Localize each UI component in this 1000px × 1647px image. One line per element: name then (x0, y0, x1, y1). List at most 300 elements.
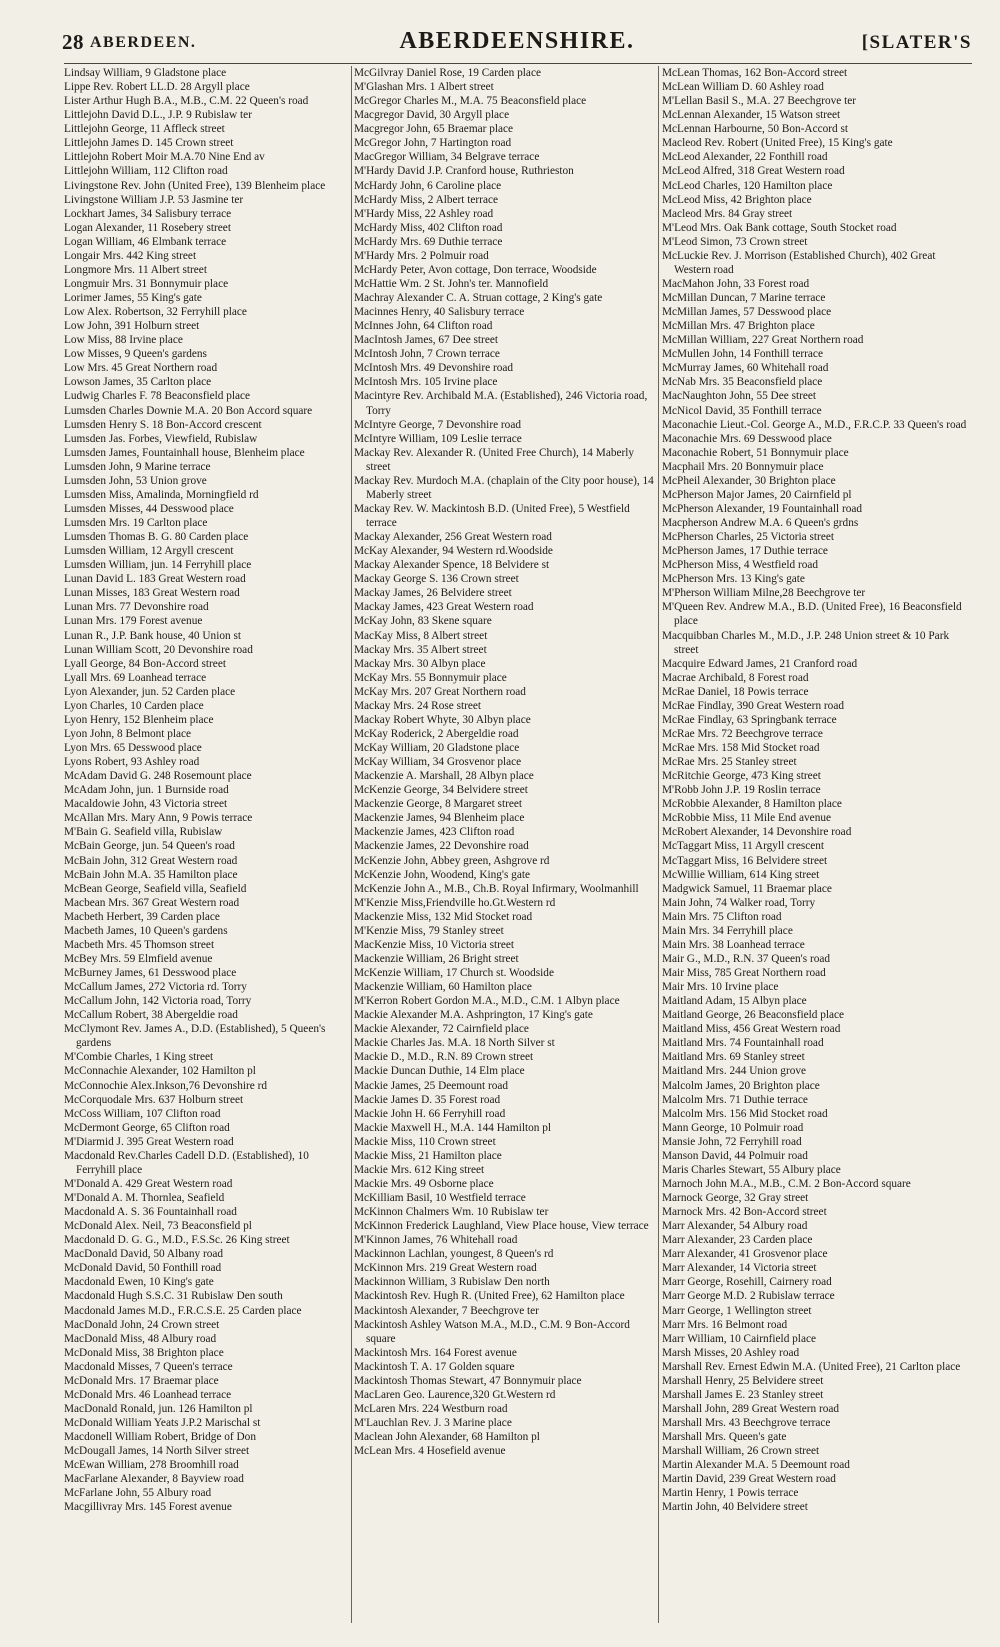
directory-entry: McRae Findlay, 390 Great Western road (662, 699, 844, 712)
directory-entry: MacDonald John, 24 Crown street (64, 1318, 220, 1331)
directory-entry: McIntosh Mrs. 49 Devonshire road (354, 362, 514, 375)
directory-entry: Mackinnon William, 3 Rubislaw Den north (354, 1276, 550, 1289)
directory-entry: Lunan R., J.P. Bank house, 40 Union st (64, 629, 241, 642)
directory-entry: M'Donald A. M. Thornlea, Seafield (64, 1192, 225, 1204)
directory-entry: Mackenzie A. Marshall, 28 Albyn place (354, 770, 534, 783)
directory-entry: McTaggart Miss, 16 Belvidere street (662, 854, 828, 867)
directory-entry: Mair G., M.D., R.N. 37 Queen's road (662, 952, 831, 965)
directory-entry: McKay Alexander, 94 Western rd.Woodside (354, 545, 553, 558)
directory-entry: McNab Mrs. 35 Beaconsfield place (662, 376, 823, 389)
directory-entry: M'Hardy Mrs. 2 Polmuir road (354, 249, 489, 262)
directory-entry: McKay William, 20 Gladstone place (354, 742, 520, 754)
directory-entry: McGregor Charles M., M.A. 75 Beaconsfield place (354, 95, 587, 108)
directory-entry: Mackay James, 26 Belvidere street (354, 587, 512, 600)
directory-entry: McKenzie William, 17 Church st. Woodside (354, 967, 554, 979)
directory-entry: Main John, 74 Walker road, Torry (662, 896, 816, 909)
directory-entry: Macinnes Henry, 40 Salisbury terrace (354, 306, 525, 319)
directory-entry: MacNaughton John, 55 Dee street (662, 390, 817, 403)
directory-entry: M'Kenzie Miss, 79 Stanley street (354, 924, 504, 937)
directory-entry: Low Misses, 9 Queen's gardens (64, 348, 207, 361)
directory-entry: McCoss William, 107 Clifton road (64, 1107, 221, 1120)
directory-entry: McKenzie George, 34 Belvidere street (354, 784, 528, 797)
directory-entry: Mackay George S. 136 Crown street (354, 573, 519, 586)
directory-entry: McKenzie John A., M.B., Ch.B. Royal Infirmary, Woolmanhill (354, 882, 639, 895)
directory-entry: Macgregor John, 65 Braemar place (354, 123, 514, 136)
directory-entry: McGregor John, 7 Hartington road (354, 137, 512, 150)
page-title: ABERDEENSHIRE. (399, 28, 635, 54)
directory-entry: Macintyre Rev. Archibald M.A. (Established), 246 Victoria road, Torry (354, 390, 650, 417)
directory-entry: Maris Charles Stewart, 55 Albury place (662, 1163, 841, 1176)
directory-entry: Marshall James E. 23 Stanley street (662, 1388, 824, 1401)
directory-entry: McGilvray Daniel Rose, 19 Carden place (354, 67, 541, 79)
directory-entry: McConnochie Alex.Inkson,76 Devonshire rd (64, 1079, 267, 1092)
directory-entry: McRobbie Miss, 11 Mile End avenue (662, 812, 832, 825)
directory-entry: McRae Mrs. 25 Stanley street (662, 756, 797, 769)
directory-entry: M'Diarmid J. 395 Great Western road (64, 1135, 234, 1148)
directory-entry: Longmore Mrs. 11 Albert street (64, 263, 207, 276)
directory-entry: McKinnon Chalmers Wm. 10 Rubislaw ter (354, 1206, 549, 1219)
directory-entry: Livingstone William J.P. 53 Jasmine ter (64, 193, 244, 206)
directory-entry: Macdonald James M.D., F.R.C.S.E. 25 Carden place (64, 1304, 302, 1317)
directory-entry: McMillan William, 227 Great Northern road (662, 334, 864, 347)
directory-entry: McPherson Major James, 20 Cairnfield pl (662, 488, 852, 501)
directory-entry: McBean George, Seafield villa, Seafield (64, 882, 247, 895)
directory-entry: Mackie Duncan Duthie, 14 Elm place (354, 1065, 525, 1078)
directory-entry: Lindsay William, 9 Gladstone place (64, 67, 227, 79)
directory-entry: Malcolm Mrs. 156 Mid Stocket road (662, 1107, 828, 1120)
directory-entry: Macbeth Herbert, 39 Carden place (64, 910, 220, 923)
directory-entry: McKay John, 83 Skene square (354, 615, 492, 628)
directory-entry: Lunan William Scott, 20 Devonshire road (64, 643, 253, 656)
directory-entry: Mackenzie James, 423 Clifton road (354, 826, 515, 839)
directory-entry: MacDonald Ronald, jun. 126 Hamilton pl (64, 1402, 253, 1415)
directory-entry: McHardy Peter, Avon cottage, Don terrace, Woodside (354, 263, 597, 276)
directory-entry: Lorimer James, 55 King's gate (64, 292, 202, 304)
directory-entry: Mackie Alexander M.A. Ashprington, 17 King's gate (354, 1009, 593, 1022)
directory-entry: McKay Mrs. 207 Great Northern road (354, 685, 526, 698)
directory-entry: M'Robb John J.P. 19 Roslin terrace (662, 784, 821, 797)
directory-entry: Main Mrs. 38 Loanhead terrace (662, 938, 805, 951)
directory-entry: McLennan Harbourne, 50 Bon-Accord st (662, 123, 849, 136)
directory-entry: MacDonald David, 50 Albany road (64, 1248, 224, 1261)
directory-entry: McDonald Miss, 38 Brighton place (64, 1346, 224, 1359)
directory-entry: Mackie Alexander, 72 Cairnfield place (354, 1023, 529, 1036)
directory-entry: Madgwick Samuel, 11 Braemar place (662, 882, 832, 895)
directory-entry: Marr George, Rosehill, Cairnery road (662, 1276, 832, 1289)
directory-entry: Livingstone Rev. John (United Free), 139 Blenheim place (64, 179, 326, 192)
directory-entry: McTaggart Miss, 11 Argyll crescent (662, 840, 825, 853)
directory-entry: McHattie Wm. 2 St. John's ter. Mannofield (354, 277, 549, 290)
directory-entry: Marr Alexander, 54 Albury road (662, 1220, 808, 1233)
directory-entry: M'Leod Mrs. Oak Bank cottage, South Stocket road (662, 221, 897, 234)
directory-entry: M'Combie Charles, 1 King street (64, 1051, 214, 1064)
directory-entry: Maitland Adam, 15 Albyn place (662, 995, 807, 1008)
directory-entry: McEwan William, 278 Broomhill road (64, 1459, 239, 1472)
directory-entry: Logan William, 46 Elmbank terrace (64, 235, 227, 248)
directory-entry: McRae Mrs. 72 Beechgrove terrace (662, 727, 823, 740)
directory-entry: Mackintosh Alexander, 7 Beechgrove ter (354, 1304, 539, 1317)
directory-entry: McMillan James, 57 Desswood place (662, 306, 832, 319)
directory-entry: McBain John, 312 Great Western road (64, 854, 238, 867)
directory-entry: Littlejohn David D.L., J.P. 9 Rubislaw ter (64, 109, 252, 122)
directory-entry: McPherson James, 17 Duthie terrace (662, 545, 828, 558)
directory-entry: Machray Alexander C. A. Struan cottage, 2 King's gate (354, 292, 603, 304)
directory-entry: Littlejohn George, 11 Affleck street (64, 123, 225, 136)
directory-entry: Mackay Alexander, 256 Great Western road (354, 531, 552, 544)
directory-entry: Macdonald Hugh S.S.C. 31 Rubislaw Den south (64, 1290, 283, 1303)
directory-entry: M'Kerron Robert Gordon M.A., M.D., C.M. 1 Albyn place (354, 995, 620, 1008)
directory-entry: Mann George, 10 Polmuir road (662, 1121, 804, 1134)
directory-entry: Lumsden Henry S. 18 Bon-Accord crescent (64, 418, 262, 431)
directory-entry: Low Alex. Robertson, 32 Ferryhill place (64, 306, 247, 319)
directory-entry: Martin Henry, 1 Powis terrace (662, 1487, 799, 1500)
directory-entry: Macquire Edward James, 21 Cranford road (662, 657, 858, 670)
directory-entry: Marr Alexander, 14 Victoria street (662, 1262, 817, 1275)
directory-entry: McPherson Alexander, 19 Fountainhall road (662, 502, 863, 515)
directory-entry: M'Donald A. 429 Great Western road (64, 1177, 233, 1190)
directory-entry: Mackay Rev. W. Mackintosh B.D. (United Free), 5 Westfield terrace (354, 502, 633, 529)
directory-entry: McLeod Alexander, 22 Fonthill road (662, 151, 828, 164)
directory-entry: Macbeth Mrs. 45 Thomson street (64, 938, 215, 951)
directory-entry: McKenzie John, Woodend, King's gate (354, 868, 530, 881)
directory-entry: Marr George, 1 Wellington street (662, 1304, 812, 1317)
directory-entry: Mackie Miss, 110 Crown street (354, 1135, 496, 1148)
directory-entry: Manson David, 44 Polmuir road (662, 1149, 808, 1162)
directory-entry: Mackie James D. 35 Forest road (354, 1093, 501, 1106)
directory-entry: McClymont Rev. James A., D.D. (Established), 5 Queen's gardens (64, 1023, 329, 1050)
directory-entry: Mackay Mrs. 24 Rose street (354, 699, 482, 712)
directory-entry: M'Lellan Basil S., M.A. 27 Beechgrove ter (662, 95, 857, 108)
directory-entry: Marr Alexander, 41 Grosvenor place (662, 1248, 828, 1261)
directory-entry: McDougall James, 14 North Silver street (64, 1445, 250, 1458)
directory-entry: McKenzie John, Abbey green, Ashgrove rd (354, 854, 550, 867)
directory-entry: MacGregor William, 34 Belgrave terrace (354, 151, 540, 164)
directory-entry: Mackay Rev. Alexander R. (United Free Church), 14 Maberly street (354, 446, 637, 473)
directory-entry: Lyon Mrs. 65 Desswood place (64, 742, 202, 754)
directory-entry: Lumsden Thomas B. G. 80 Carden place (64, 531, 249, 544)
directory-entry: Mackintosh T. A. 17 Golden square (354, 1360, 515, 1373)
directory-entry: Longmuir Mrs. 31 Bonnymuir place (64, 277, 229, 290)
publisher-mark: [SLATER'S (861, 32, 972, 53)
directory-entry: McAllan Mrs. Mary Ann, 9 Powis terrace (64, 812, 253, 825)
directory-entry: McAdam John, jun. 1 Burnside road (64, 784, 229, 797)
directory-entry: Marshall William, 26 Crown street (662, 1445, 820, 1458)
directory-entry: Marr George M.D. 2 Rubislaw terrace (662, 1290, 835, 1303)
directory-entry: McBurney James, 61 Desswood place (64, 967, 237, 979)
directory-entry: Mackie Maxwell H., M.A. 144 Hamilton pl (354, 1121, 552, 1134)
directory-entry: Lumsden William, 12 Argyll crescent (64, 545, 234, 558)
directory-entry: Mackintosh Ashley Watson M.A., M.D., C.M. 9 Bon-Accord square (354, 1318, 633, 1345)
directory-entry: Lunan Misses, 183 Great Western road (64, 587, 240, 600)
directory-entry: McConnachie Alexander, 102 Hamilton pl (64, 1065, 256, 1078)
directory-entry: Malcolm James, 20 Brighton place (662, 1079, 820, 1092)
directory-entry: McBain John M.A. 35 Hamilton place (64, 868, 238, 881)
directory-entry: Macbeth James, 10 Queen's gardens (64, 924, 228, 937)
directory-entry: Lyon Charles, 10 Carden place (64, 699, 204, 712)
directory-entry: Mackie Miss, 21 Hamilton place (354, 1149, 502, 1162)
directory-entry: McKay Roderick, 2 Abergeldie road (354, 727, 519, 740)
directory-entry: Macdonald D. G. G., M.D., F.S.Sc. 26 King street (64, 1234, 290, 1247)
directory-entry: Mackie James, 25 Deemount road (354, 1079, 509, 1092)
directory-entry: Macgillivray Mrs. 145 Forest avenue (64, 1501, 232, 1514)
directory-entry: Maitland Mrs. 244 Union grove (662, 1065, 807, 1078)
directory-entry: MacFarlane Alexander, 8 Bayview road (64, 1473, 244, 1486)
directory-entry: Mackie Mrs. 612 King street (354, 1163, 485, 1176)
directory-entry: McIntosh Mrs. 105 Irvine place (354, 376, 498, 389)
directory-entry: McAdam David G. 248 Rosemount place (64, 770, 252, 783)
directory-entry: Marnock Mrs. 42 Bon-Accord street (662, 1206, 827, 1219)
directory-entry: Macrae Archibald, 8 Forest road (662, 671, 809, 684)
directory-entry: Mackenzie James, 94 Blenheim place (354, 812, 525, 825)
directory-entry: Lunan David L. 183 Great Western road (64, 573, 246, 586)
directory-entry: Mackenzie William, 60 Hamilton place (354, 981, 532, 994)
directory-entry: Macdonald Rev.Charles Cadell D.D. (Established), 10 Ferryhill place (64, 1149, 312, 1176)
directory-entry: McLeod Miss, 42 Brighton place (662, 193, 812, 206)
directory-entry: Lumsden John, 9 Marine terrace (64, 460, 211, 473)
directory-entry: Main Mrs. 34 Ferryhill place (662, 924, 793, 937)
directory-entry: Maclean John Alexander, 68 Hamilton pl (354, 1431, 540, 1444)
directory-entry: McInnes John, 64 Clifton road (354, 320, 493, 333)
directory-entry: McPheil Alexander, 30 Brighton place (662, 474, 836, 487)
directory-entry: Marshall John, 289 Great Western road (662, 1402, 840, 1415)
directory-entry: Macdonell William Robert, Bridge of Don (64, 1431, 256, 1444)
directory-entry: Lyon John, 8 Belmont place (64, 727, 192, 740)
directory-entry: McLean William D. 60 Ashley road (662, 81, 824, 94)
directory-entry: Macquibban Charles M., M.D., J.P. 248 Union street & 10 Park street (662, 629, 952, 656)
directory-entry: Mansie John, 72 Ferryhill road (662, 1135, 802, 1148)
directory-entry: Mackie D., M.D., R.N. 89 Crown street (354, 1051, 534, 1064)
directory-entry: Littlejohn James D. 145 Crown street (64, 137, 234, 150)
directory-entry: Martin John, 40 Belvidere street (662, 1501, 808, 1514)
directory-entry: Main Mrs. 75 Clifton road (662, 910, 782, 923)
directory-entry: Marr William, 10 Cairnfield place (662, 1332, 816, 1345)
directory-entry: M'Glashan Mrs. 1 Albert street (354, 81, 494, 94)
directory-entry: Lumsden William, jun. 14 Ferryhill place (64, 559, 252, 572)
directory-entry: Marshall Rev. Ernest Edwin M.A. (United Free), 21 Carlton place (662, 1360, 961, 1373)
directory-entry: McFarlane John, 55 Albury road (64, 1487, 212, 1500)
column-2 (354, 66, 656, 1623)
directory-entry: Maitland George, 26 Beaconsfield place (662, 1009, 845, 1022)
directory-entry: MacLaren Geo. Laurence,320 Gt.Western rd (354, 1388, 556, 1401)
directory-entry: McNicol David, 35 Fonthill terrace (662, 404, 822, 417)
directory-entry: Marr Alexander, 23 Carden place (662, 1234, 813, 1247)
directory-entry: Macleod Rev. Robert (United Free), 15 King's gate (662, 137, 893, 150)
column-divider (351, 66, 352, 1623)
directory-entry: McKilliam Basil, 10 Westfield terrace (354, 1192, 526, 1204)
directory-entry: Maconachie Mrs. 69 Desswood place (662, 432, 832, 445)
directory-entry: Lyon Alexander, jun. 52 Carden place (64, 685, 236, 698)
directory-entry: Ludwig Charles F. 78 Beaconsfield place (64, 390, 251, 403)
directory-entry: Mackintosh Thomas Stewart, 47 Bonnymuir place (354, 1374, 582, 1387)
directory-entry: McPherson Mrs. 13 King's gate (662, 573, 805, 586)
header-rule (64, 63, 972, 64)
directory-entry: McPherson Charles, 25 Victoria street (662, 531, 834, 544)
directory-entry: McCallum James, 272 Victoria rd. Torry (64, 981, 247, 994)
directory-entry: McRae Findlay, 63 Springbank terrace (662, 713, 837, 726)
directory-entry: McHardy Miss, 402 Clifton road (354, 221, 503, 234)
directory-entry: Lyons Robert, 93 Ashley road (64, 756, 200, 769)
directory-entry: Maconachie Lieut.-Col. George A., M.D., F.R.C.P. 33 Queen's road (662, 418, 967, 431)
directory-entry: Lumsden Charles Downie M.A. 20 Bon Accord square (64, 404, 313, 417)
directory-entry: Mackenzie William, 26 Bright street (354, 952, 519, 965)
directory-entry: McDermont George, 65 Clifton road (64, 1121, 230, 1134)
directory-entry: Mackenzie James, 22 Devonshire road (354, 840, 529, 853)
directory-entry: Lister Arthur Hugh B.A., M.B., C.M. 22 Queen's road (64, 95, 309, 108)
directory-entry: McLeod Alfred, 318 Great Western road (662, 165, 845, 178)
directory-entry: Marr Mrs. 16 Belmont road (662, 1318, 788, 1331)
directory-entry: McKay William, 34 Grosvenor place (354, 756, 522, 769)
directory-entry: McMillan Duncan, 7 Marine terrace (662, 292, 826, 304)
directory-entry: Littlejohn William, 112 Clifton road (64, 165, 228, 178)
directory-entry: Macaldowie John, 43 Victoria street (64, 798, 228, 811)
directory-entry: Mackintosh Mrs. 164 Forest avenue (354, 1346, 517, 1359)
directory-entry: Mackie Charles Jas. M.A. 18 North Silver st (354, 1037, 555, 1050)
directory-entry: McLuckie Rev. J. Morrison (Established Church), 402 Great Western road (662, 249, 939, 276)
directory-entry: Macleod Mrs. 84 Gray street (662, 207, 793, 220)
directory-entry: Marsh Misses, 20 Ashley road (662, 1346, 800, 1359)
directory-entry: Mackay James, 423 Great Western road (354, 601, 534, 614)
directory-entry: McRobbie Alexander, 8 Hamilton place (662, 798, 842, 811)
directory-entry: Macbean Mrs. 367 Great Western road (64, 896, 240, 909)
directory-entry: McBey Mrs. 59 Elmfield avenue (64, 952, 213, 965)
directory-entry: Mair Mrs. 10 Irvine place (662, 981, 779, 994)
directory-entry: Mackay Mrs. 30 Albyn place (354, 657, 486, 670)
directory-entry: Maitland Mrs. 74 Fountainhall road (662, 1037, 824, 1050)
directory-entry: Mackenzie Miss, 132 Mid Stocket road (354, 910, 533, 923)
directory-entry: M'Lauchlan Rev. J. 3 Marine place (354, 1417, 512, 1429)
directory-entry: Mackenzie George, 8 Margaret street (354, 798, 523, 811)
directory-entry: McDonald Mrs. 17 Braemar place (64, 1374, 219, 1387)
directory-entry: McBain George, jun. 54 Queen's road (64, 840, 235, 853)
directory-entry: Low Miss, 88 Irvine place (64, 334, 183, 347)
directory-entry: Lumsden Miss, Amalinda, Morningfield rd (64, 488, 259, 501)
directory-entry: McCallum John, 142 Victoria road, Torry (64, 995, 252, 1008)
directory-entry: Mackay Alexander Spence, 18 Belvidere st (354, 559, 550, 572)
directory-entry: McDonald David, 50 Fonthill road (64, 1262, 222, 1275)
directory-entry: M'Bain G. Seafield villa, Rubislaw (64, 826, 223, 839)
directory-entry: McDonald Alex. Neil, 73 Beaconsfield pl (64, 1220, 252, 1233)
directory-entry: MacKenzie Miss, 10 Victoria street (354, 938, 515, 951)
directory-entry: McRae Mrs. 158 Mid Stocket road (662, 742, 820, 754)
directory-entry: Mackie John H. 66 Ferryhill road (354, 1107, 506, 1120)
directory-entry: Lumsden Mrs. 19 Carlton place (64, 517, 208, 529)
directory-entry: Marshall Mrs. Queen's gate (662, 1431, 787, 1444)
directory-entry: Marnoch John M.A., M.B., C.M. 2 Bon-Accord square (662, 1177, 911, 1190)
directory-entry: McHardy Miss, 2 Albert terrace (354, 193, 498, 206)
directory-entry: MacKay Miss, 8 Albert street (354, 629, 488, 642)
directory-entry: Logan Alexander, 11 Rosebery street (64, 221, 231, 234)
directory-entry: Mackie Mrs. 49 Osborne place (354, 1177, 494, 1190)
directory-entry: Macdonald Ewen, 10 King's gate (64, 1276, 214, 1289)
directory-entry: Lunan Mrs. 179 Forest avenue (64, 615, 203, 628)
directory-entry: McHardy Mrs. 69 Duthie terrace (354, 235, 503, 248)
directory-entry: Longair Mrs. 442 King street (64, 249, 197, 262)
directory-entry: Lumsden Jas. Forbes, Viewfield, Rubislaw (64, 432, 258, 445)
directory-entry: M'Pherson William Milne,28 Beechgrove ter (662, 587, 866, 600)
directory-entry: Mair Miss, 785 Great Northern road (662, 967, 826, 979)
directory-entry: Lumsden John, 53 Union grove (64, 474, 207, 487)
directory-entry: McMurray James, 60 Whitehall road (662, 362, 829, 375)
page-header (62, 28, 972, 58)
directory-entry: McLennan Alexander, 15 Watson street (662, 109, 841, 122)
directory-entry: McCorquodale Mrs. 637 Holburn street (64, 1093, 244, 1106)
running-head: ABERDEEN. (90, 34, 197, 51)
directory-entry: McRobert Alexander, 14 Devonshire road (662, 826, 852, 839)
directory-entry: Mackay Mrs. 35 Albert street (354, 643, 487, 656)
directory-entry: McKay Mrs. 55 Bonnymuir place (354, 671, 507, 684)
directory-entry: Mackay Robert Whyte, 30 Albyn place (354, 713, 531, 726)
directory-entry: Lowson James, 35 Carlton place (64, 376, 212, 389)
directory-entry: McWillie William, 614 King street (662, 868, 820, 881)
directory-entry: M'Kinnon James, 76 Whitehall road (354, 1234, 518, 1247)
directory-entry: Macphail Mrs. 20 Bonnymuir place (662, 460, 824, 473)
page-number: 28 (62, 30, 84, 54)
directory-entry: Lippe Rev. Robert LL.D. 28 Argyll place (64, 81, 250, 94)
directory-entry: Malcolm Mrs. 71 Duthie terrace (662, 1093, 808, 1106)
directory-entry: McMillan Mrs. 47 Brighton place (662, 320, 815, 333)
directory-entry: Lyon Henry, 152 Blenheim place (64, 713, 214, 726)
directory-entry: Lumsden James, Fountainhall house, Blenheim place (64, 446, 305, 459)
directory-entry: Maitland Miss, 456 Great Western road (662, 1023, 841, 1036)
directory-entry: Martin David, 239 Great Western road (662, 1473, 836, 1486)
directory-entry: McHardy John, 6 Caroline place (354, 179, 502, 192)
directory-entry: McKinnon Mrs. 219 Great Western road (354, 1262, 537, 1275)
directory-entry: Mackinnon Lachlan, youngest, 8 Queen's rd (354, 1248, 554, 1261)
directory-entry: McRae Daniel, 18 Powis terrace (662, 685, 809, 698)
directory-entry: M'Queen Rev. Andrew M.A., B.D. (United Free), 16 Beaconsfield place (662, 601, 965, 628)
directory-entry: Marshall Mrs. 43 Beechgrove terrace (662, 1417, 831, 1429)
directory-entry: Littlejohn Robert Moir M.A.70 Nine End av (64, 151, 265, 164)
directory-entry: Lumsden Misses, 44 Desswood place (64, 502, 234, 515)
directory-entry: MacIntosh James, 67 Dee street (354, 334, 498, 347)
directory-entry: Martin Alexander M.A. 5 Deemount road (662, 1459, 850, 1472)
directory-entry: Macdonald Misses, 7 Queen's terrace (64, 1360, 233, 1373)
directory-entry: McMullen John, 14 Fonthill terrace (662, 348, 823, 361)
directory-entry: Macgregor David, 30 Argyll place (354, 109, 510, 122)
column-divider (658, 66, 659, 1623)
directory-entry: Low Mrs. 45 Great Northern road (64, 362, 218, 375)
directory-entry: Maitland Mrs. 69 Stanley street (662, 1051, 805, 1064)
directory-entry: McCallum Robert, 38 Abergeldie road (64, 1009, 238, 1022)
directory-entry: McRitchie George, 473 King street (662, 770, 821, 783)
directory-entry: M'Kenzie Miss,Friendville ho.Gt.Western rd (354, 896, 556, 909)
column-1 (64, 66, 348, 1623)
directory-entry: McLeod Charles, 120 Hamilton place (662, 179, 833, 192)
directory-entry: Mackintosh Rev. Hugh R. (United Free), 62 Hamilton place (354, 1290, 625, 1303)
directory-entry: McKinnon Frederick Laughland, View Place house, View terrace (354, 1220, 649, 1233)
directory-entry: McIntyre William, 109 Leslie terrace (354, 432, 522, 445)
directory-entry: McLaren Mrs. 224 Westburn road (354, 1402, 508, 1415)
directory-entry: McIntyre George, 7 Devonshire road (354, 418, 521, 431)
directory-entry: M'Leod Simon, 73 Crown street (662, 235, 808, 248)
column-3 (662, 66, 974, 1623)
directory-entry: Lockhart James, 34 Salisbury terrace (64, 207, 232, 220)
directory-entry: M'Hardy David J.P. Cranford house, Ruthrieston (354, 165, 574, 178)
directory-entry: Lyall George, 84 Bon-Accord street (64, 657, 226, 670)
directory-entry: Lyall Mrs. 69 Loanhead terrace (64, 671, 207, 684)
directory-entry: MacMahon John, 33 Forest road (662, 277, 810, 290)
directory-entry: McLean Mrs. 4 Hosefield avenue (354, 1445, 506, 1458)
directory-entry: McDonald Mrs. 46 Loanhead terrace (64, 1388, 232, 1401)
directory-entry: Macdonald A. S. 36 Fountainhall road (64, 1206, 237, 1219)
directory-entry: McIntosh John, 7 Crown terrace (354, 348, 500, 361)
directory-entry: M'Hardy Miss, 22 Ashley road (354, 207, 494, 220)
directory-entry: Marshall Henry, 25 Belvidere street (662, 1374, 824, 1387)
directory-entry: Maconachie Robert, 51 Bonnymuir place (662, 446, 849, 459)
directory-entry: Low John, 391 Holburn street (64, 320, 200, 333)
directory-entry: McDonald William Yeats J.P.2 Marischal st (64, 1417, 261, 1429)
directory-entry: Lunan Mrs. 77 Devonshire road (64, 601, 209, 614)
